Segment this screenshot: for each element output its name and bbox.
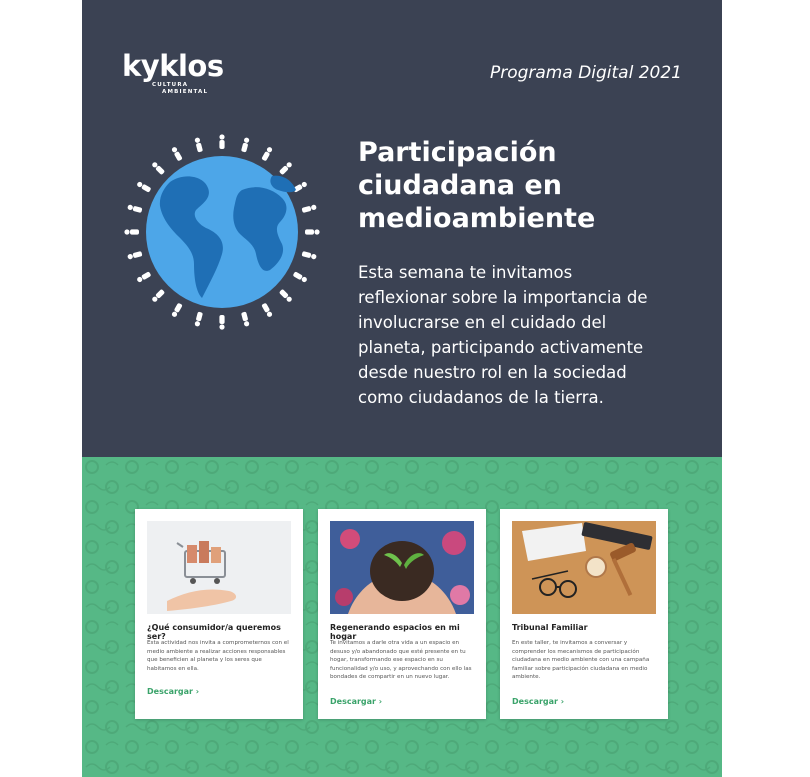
- person-figure-icon: [293, 181, 308, 193]
- title-line-1: Participación: [358, 137, 557, 168]
- card-title: Tribunal Familiar: [512, 623, 588, 632]
- hands-holding-plant-image: [330, 521, 474, 614]
- shopping-cart-hand-image: [147, 521, 291, 614]
- person-figure-icon: [194, 137, 203, 152]
- title-line-2: ciudadana en: [358, 170, 562, 201]
- kyklos-logo: [122, 50, 224, 96]
- page-title: [358, 136, 678, 235]
- person-figure-icon: [127, 204, 142, 213]
- person-figure-icon: [241, 137, 250, 152]
- activities-section: [82, 457, 722, 777]
- person-figure-icon: [261, 146, 273, 161]
- card-title: ¿Qué consumidor/a queremos ser?: [147, 623, 281, 641]
- gavel-desk-image: [512, 521, 656, 614]
- person-figure-icon: [124, 229, 139, 234]
- globe-people-illustration: [122, 132, 322, 332]
- card-description: Te invitamos a darle otra vida a un espacio en desuso y/o abandonado que esté presente en tu hogar, transformando ese espacio en su funcionalidad y/o uso, y aprovechando con ello las bondades de compartir en un nuevo lugar.: [330, 640, 472, 681]
- flyer-page: [82, 0, 722, 777]
- hero-section: [82, 0, 722, 457]
- activity-card-regenerando: [318, 509, 486, 719]
- person-figure-icon: [301, 251, 316, 260]
- person-figure-icon: [219, 134, 224, 149]
- activity-card-tribunal: [500, 509, 668, 719]
- person-figure-icon: [305, 229, 320, 234]
- person-figure-icon: [136, 271, 151, 283]
- card-description: Esta actividad nos invita a comprometernos con el medio ambiente a realizar acciones responsables que beneficien al planeta y los seres que habitamos en ella.: [147, 640, 289, 672]
- logo-subtitle-2: AMBIENTAL: [162, 89, 209, 95]
- activity-card-consumer: [135, 509, 303, 719]
- person-figure-icon: [261, 303, 273, 318]
- person-figure-icon: [219, 315, 224, 330]
- hero-description: Esta semana te invitamos reflexionar sobre la importancia de involucrarse en el cuidado del planeta, participando activamente desde nuestro rol en la sociedad como ciudadanos de la tierra.: [358, 263, 648, 407]
- card-description: En este taller, te invitamos a conversar y comprender los mecanismos de participación ciudadana en medio ambiente con una campaña familiar sobre participación ciudadana en medio ambiente.: [512, 640, 650, 681]
- person-figure-icon: [151, 289, 165, 303]
- person-figure-icon: [301, 204, 316, 213]
- download-link[interactable]: Descargar ›: [512, 697, 565, 706]
- person-figure-icon: [279, 161, 293, 175]
- person-figure-icon: [293, 271, 308, 283]
- card-title: Regenerando espacios en mi hogar: [330, 623, 460, 641]
- person-figure-icon: [279, 289, 293, 303]
- person-figure-icon: [151, 161, 165, 175]
- person-figure-icon: [171, 146, 183, 161]
- logo-wordmark: kyklos: [122, 49, 224, 83]
- person-figure-icon: [127, 251, 142, 260]
- person-figure-icon: [136, 181, 151, 193]
- download-link[interactable]: Descargar ›: [330, 697, 383, 706]
- person-figure-icon: [194, 311, 203, 326]
- logo-subtitle-1: CULTURA: [152, 82, 189, 88]
- person-figure-icon: [241, 311, 250, 326]
- program-label: Programa Digital 2021: [489, 63, 682, 83]
- title-line-3: medioambiente: [358, 203, 596, 234]
- person-figure-icon: [171, 303, 183, 318]
- download-link[interactable]: Descargar ›: [147, 687, 200, 696]
